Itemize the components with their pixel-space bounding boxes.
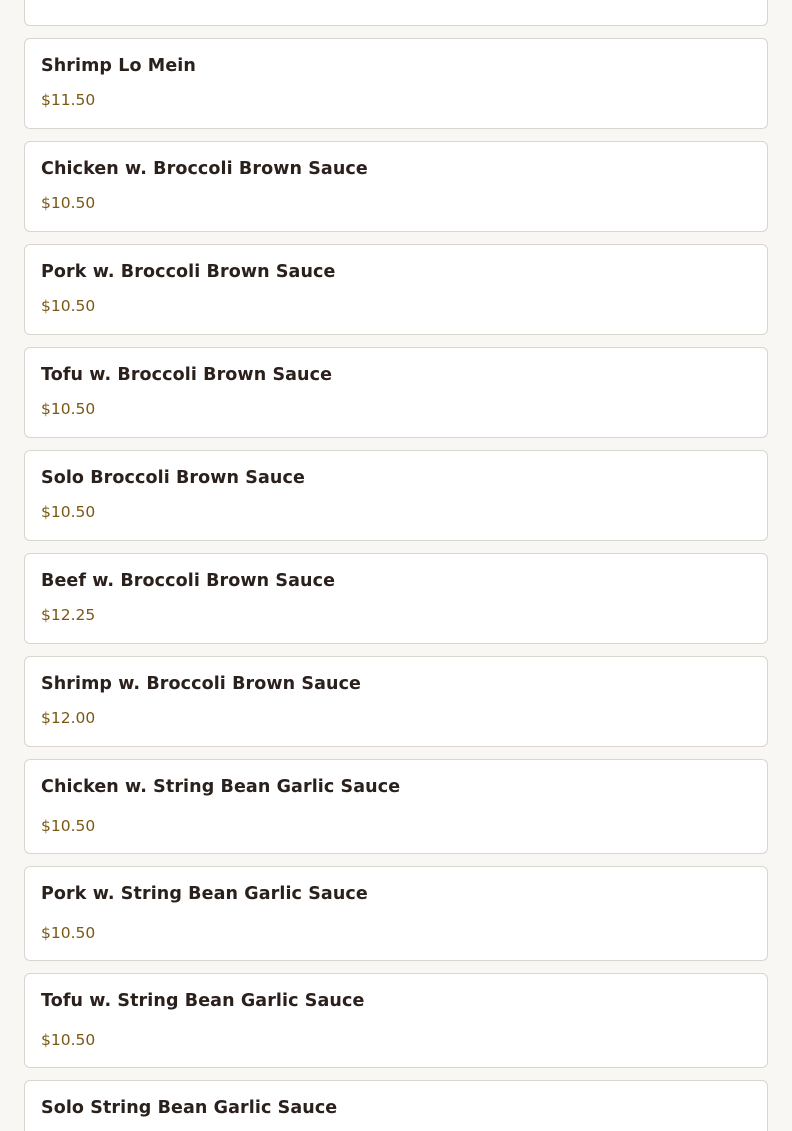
menu-item-name: Beef w. Broccoli Brown Sauce [41,571,336,591]
menu-item-name: Pork w. Broccoli Brown Sauce [41,262,336,282]
menu-item-price: $11.50 [41,91,96,109]
menu-item-price: $10.50 [41,503,96,521]
menu-item-price: $10.50 [41,1031,96,1049]
menu-item-card[interactable] [24,553,768,644]
menu-item-card[interactable] [24,973,768,1068]
menu-item-card[interactable] [24,866,768,961]
menu-item-name: Solo Broccoli Brown Sauce [41,468,305,488]
menu-item-name: Solo String Bean Garlic Sauce [41,1098,338,1118]
menu-item-list [24,0,768,1131]
menu-item-name: Shrimp w. Broccoli Brown Sauce [41,674,362,694]
menu-item-card[interactable] [24,38,768,129]
menu-item-name: Shrimp Lo Mein [41,56,196,76]
menu-item-price: $12.25 [41,606,96,624]
menu-item-name: Tofu w. Broccoli Brown Sauce [41,365,333,385]
menu-item-card[interactable] [24,450,768,541]
menu-item-name: Tofu w. String Bean Garlic Sauce [41,991,365,1011]
menu-item-card[interactable] [24,347,768,438]
menu-item-price: $10.50 [41,194,96,212]
menu-item-card[interactable] [24,656,768,747]
menu-item-card[interactable] [24,244,768,335]
menu-item-card[interactable] [24,1080,768,1131]
menu-item-card[interactable] [24,0,768,26]
menu-item-price: $10.50 [41,924,96,942]
menu-item-card[interactable] [24,759,768,854]
menu-item-price: $10.50 [41,400,96,418]
menu-item-price: $12.00 [41,709,96,727]
menu-item-name: Chicken w. Broccoli Brown Sauce [41,159,368,179]
menu-item-name: Pork w. String Bean Garlic Sauce [41,884,368,904]
menu-item-name: Chicken w. String Bean Garlic Sauce [41,777,401,797]
menu-item-card[interactable] [24,141,768,232]
menu-item-price: $10.50 [41,297,96,315]
menu-item-price: $10.50 [41,817,96,835]
